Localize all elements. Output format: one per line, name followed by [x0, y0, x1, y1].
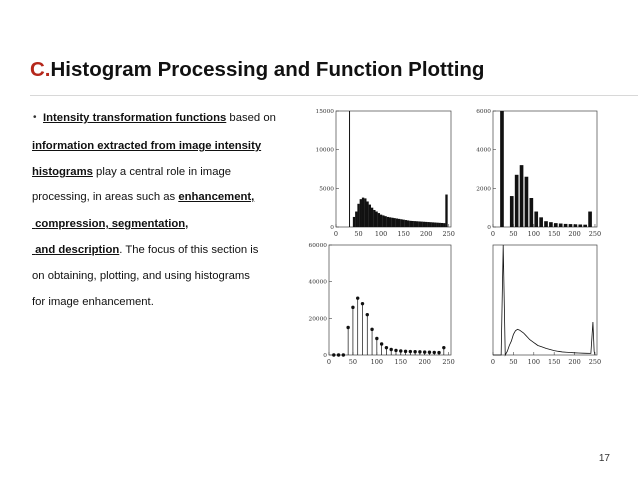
panel-4-xtick-label: 0: [490, 358, 496, 366]
panel-1-bar: [414, 221, 416, 227]
panel-1-bar: [443, 223, 445, 227]
panel-1-bar: [366, 201, 368, 227]
panel-1-bar: [416, 221, 418, 227]
term-intensity-transformation-functions: Intensity transformation functions: [43, 112, 227, 124]
panel-2-xtick-label: 0: [490, 230, 496, 238]
panel-3-point: [351, 306, 354, 309]
panel-1-bar: [362, 198, 364, 227]
panel-3-point: [404, 350, 407, 353]
panel-1-bar: [389, 217, 391, 227]
panel-3-point: [413, 350, 416, 353]
panel-2-ytick-label: 0: [487, 225, 491, 231]
panel-1-ytick-label: 10000: [315, 147, 334, 154]
panel-1-bar: [369, 205, 371, 227]
panel-1-bar: [432, 222, 434, 227]
panel-2-ytick-label: 2000: [476, 186, 491, 193]
panel-1-xtick-label: 50: [354, 230, 363, 238]
body-line-7: on obtaining, plotting, and using histograms: [32, 270, 250, 282]
panel-3-point: [389, 348, 392, 351]
panel-1-frame: [336, 111, 451, 227]
panel-4-line: [493, 245, 595, 355]
panel-1-bar: [427, 222, 429, 227]
panel-1-bar: [436, 223, 438, 227]
panel-1-bar: [380, 215, 382, 227]
panel-3-ytick-label: 20000: [308, 316, 327, 323]
body-text: processing, in areas such as: [32, 191, 179, 203]
panel-2-bar: [574, 224, 578, 227]
panel-2-bar: [549, 222, 553, 227]
panel-1-bar: [373, 210, 375, 227]
panel-3-point: [370, 328, 373, 331]
body-line-5: [32, 218, 188, 230]
panel-1-bar: [371, 208, 373, 227]
panel-3-xtick-label: 250: [442, 358, 455, 366]
panel-2-bar: [510, 196, 514, 227]
panel-1-xtick-label: 0: [333, 230, 339, 238]
panel-3-xtick-label: 100: [370, 358, 384, 366]
panel-1-bar: [411, 221, 413, 227]
panel-2-bar: [559, 224, 563, 227]
panel-4-xtick-label: 200: [568, 358, 581, 366]
panel-2-xtick-label: 200: [568, 230, 581, 238]
panel-4-xtick-label: 250: [588, 358, 602, 366]
panel-2-bar: [583, 225, 587, 227]
panel-1-xtick-label: 200: [419, 230, 433, 238]
term-information-extracted: information extracted from image intensity: [32, 140, 262, 152]
panel-3-point: [385, 346, 388, 349]
panel-3-point: [428, 351, 431, 354]
panel-2-bar: [578, 224, 582, 227]
panel-1-bar: [353, 217, 355, 227]
title-text: Histogram Processing and Function Plotting: [50, 58, 485, 81]
panel-1-bar: [421, 222, 423, 227]
body-line-3: [32, 166, 231, 178]
body-line-4: [32, 191, 254, 203]
panel-1-bar: [391, 218, 393, 227]
body-text: based on: [226, 112, 276, 124]
panel-1-bar: [355, 212, 357, 227]
panel-3-point: [356, 296, 359, 299]
body-line-1: [43, 112, 276, 124]
panel-1-xtick-label: 150: [397, 230, 410, 238]
panel-3-xtick-label: 150: [394, 358, 407, 366]
panel-4-frame: [493, 245, 597, 355]
panel-1-bar: [430, 222, 432, 227]
body-line-8: for image enhancement.: [32, 296, 154, 308]
panel-1-bar: [425, 222, 427, 227]
panel-1-bar: [375, 212, 377, 227]
panel-1-bar: [364, 198, 366, 227]
panel-2-bar: [539, 217, 543, 227]
panel-2-xtick-label: 150: [547, 230, 561, 238]
panel-3-point: [433, 351, 436, 354]
panel-2-xtick-label: 100: [527, 230, 540, 238]
panel-2-bar: [525, 177, 529, 227]
panel-2-bar: [588, 212, 592, 227]
panel-2-ytick-label: 6000: [476, 109, 491, 115]
panel-3-point: [366, 313, 369, 316]
body-line-2: [32, 140, 261, 152]
panel-3-ytick-label: 0: [323, 353, 327, 359]
panel-3-point: [361, 302, 364, 305]
panel-2-bar: [569, 224, 573, 227]
slide-title: [30, 58, 484, 82]
panel-2-bar: [500, 111, 504, 227]
panel-4-xtick-label: 50: [509, 358, 518, 366]
panel-3-point: [380, 342, 383, 345]
panel-1-xtick-label: 250: [442, 230, 455, 238]
panel-1-bar: [409, 221, 411, 227]
page-number: 17: [598, 453, 610, 464]
panel-3-point: [418, 350, 421, 353]
term-description: and description: [35, 244, 120, 256]
panel-3-point: [437, 351, 440, 354]
panel-3-point: [375, 337, 378, 340]
panel-2-bar: [544, 221, 548, 227]
panel-1-bar: [434, 223, 436, 227]
panel-2-bar: [530, 198, 534, 227]
panel-4-xtick-label: 150: [547, 358, 561, 366]
term-histograms: histograms: [32, 166, 93, 178]
body-line-6: [32, 244, 258, 256]
panel-2-xtick-label: 50: [509, 230, 518, 238]
panel-1-bar: [357, 204, 359, 227]
panel-2-bar: [515, 175, 519, 227]
panel-2-bar: [564, 224, 568, 227]
panel-1-bar: [445, 195, 447, 227]
panel-1-bar: [398, 219, 400, 227]
panel-3-point: [337, 353, 340, 356]
panel-1-bar: [402, 220, 404, 227]
panel-1-bar: [384, 216, 386, 227]
panel-1-bar: [439, 223, 441, 227]
panel-1-bar: [405, 220, 407, 227]
panel-3-point: [399, 349, 402, 352]
panel-1-xtick-label: 100: [374, 230, 388, 238]
panel-3-point: [442, 346, 445, 349]
panel-2-ytick-label: 4000: [476, 147, 491, 154]
panel-3-point: [332, 353, 335, 356]
panel-1-bar: [396, 218, 398, 227]
panel-1-ytick-label: 15000: [315, 109, 334, 115]
panel-3-point: [423, 350, 426, 353]
panel-3-xtick-label: 0: [326, 358, 332, 366]
term-enhancement: enhancement,: [178, 191, 255, 203]
title-prefix: C.: [30, 58, 51, 81]
panel-1-bar: [382, 215, 384, 227]
panel-4-xtick-label: 100: [527, 358, 540, 366]
panel-1-bar: [418, 221, 420, 227]
panel-3-ytick-label: 60000: [308, 243, 327, 249]
panel-3-ytick-label: 40000: [308, 279, 327, 286]
panel-3-point: [409, 350, 412, 353]
panel-3-point: [342, 353, 345, 356]
body-text: . The focus of this section is: [119, 244, 259, 256]
panel-2-frame: [493, 111, 597, 227]
panel-1-bar: [378, 213, 380, 227]
panel-1-bar: [393, 218, 395, 227]
panel-2-xtick-label: 250: [588, 230, 602, 238]
bullet-marker: •: [33, 112, 37, 123]
panel-3-point: [346, 326, 349, 329]
panel-1-bar: [360, 199, 362, 227]
panel-2-bar: [554, 223, 558, 227]
panel-1-bar: [387, 217, 389, 227]
panel-1-bar: [400, 219, 402, 227]
panel-3-frame: [329, 245, 451, 355]
panel-1-ytick-label: 5000: [319, 186, 334, 193]
panel-1-bar: [407, 220, 409, 227]
panel-1-bar: [441, 223, 443, 227]
panel-3-point: [394, 349, 397, 352]
panel-1-bar: [349, 111, 350, 227]
panel-2-bar: [534, 212, 538, 227]
title-divider: [30, 95, 638, 96]
panel-1-ytick-label: 0: [330, 225, 334, 231]
panel-1-bar: [423, 222, 425, 227]
body-text: play a central role in image: [92, 166, 232, 178]
panel-3-xtick-label: 200: [418, 358, 431, 366]
histogram-figure: [303, 107, 608, 373]
panel-3-xtick-label: 50: [348, 358, 358, 366]
term-compression-segmentation: compression, segmentation,: [35, 218, 189, 230]
panel-2-bar: [520, 165, 524, 227]
